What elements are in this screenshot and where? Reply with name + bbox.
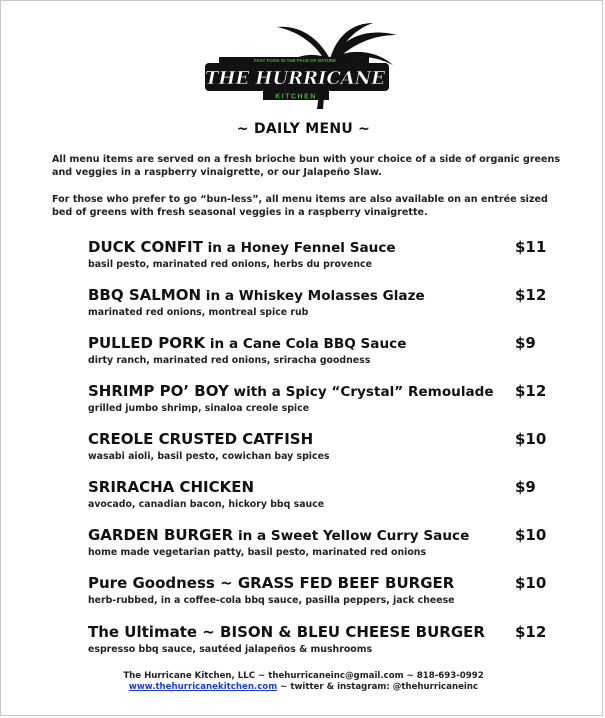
- item-description: dirty ranch, marinated red onions, sriracha goodness: [88, 355, 371, 366]
- item-name: SHRIMP PO’ BOY: [88, 382, 229, 400]
- item-name: DUCK CONFIT: [88, 238, 203, 256]
- footer: [1, 671, 605, 693]
- menu-item: [88, 478, 558, 511]
- hurricane-kitchen-logo: [197, 21, 407, 113]
- item-sauce: in a Whiskey Molasses Glaze: [201, 288, 425, 304]
- item-name: CREOLE CRUSTED CATFISH: [88, 430, 314, 448]
- item-price: $9: [515, 334, 536, 352]
- item-price: $9: [515, 478, 536, 496]
- menu-item: [88, 574, 558, 607]
- item-price: $11: [515, 238, 547, 256]
- footer-web-line: [1, 682, 605, 693]
- menu-item: [88, 623, 558, 656]
- item-price: $10: [515, 526, 547, 544]
- logo-tagline: FAST FOOD IN THE FACE OF NATURE: [253, 58, 337, 63]
- item-name-line: [88, 623, 558, 642]
- menu-item: [88, 526, 558, 559]
- item-sauce: in a Cane Cola BBQ Sauce: [205, 336, 407, 352]
- item-name-line: [88, 382, 558, 401]
- item-name: SRIRACHA CHICKEN: [88, 478, 255, 496]
- item-description: avocado, canadian bacon, hickory bbq sauce: [88, 499, 325, 510]
- menu-item: [88, 382, 558, 415]
- menu-title: ~ DAILY MENU ~: [236, 121, 371, 137]
- item-name-line: [88, 286, 558, 305]
- website-link[interactable]: www.thehurricanekitchen.com: [128, 682, 278, 692]
- item-name: BBQ SALMON: [88, 286, 202, 304]
- item-description: home made vegetarian patty, basil pesto, marinated red onions: [88, 547, 427, 558]
- menu-item: [88, 334, 558, 367]
- item-description: wasabi aioli, basil pesto, cowichan bay spices: [88, 451, 330, 462]
- item-sauce: in a Sweet Yellow Curry Sauce: [233, 528, 470, 544]
- item-sauce: in a Honey Fennel Sauce: [202, 240, 396, 256]
- logo-sub-text: KITCHEN: [275, 93, 317, 101]
- item-name: PULLED PORK: [88, 334, 206, 352]
- menu-item: [88, 286, 558, 319]
- item-description: grilled jumbo shrimp, sinaloa creole spice: [88, 403, 310, 414]
- intro-paragraph-1: All menu items are served on a fresh brioche bun with your choice of a side of organic greens and veggies in a raspberry vinaigrette, or our Jalapeño Slaw.: [52, 154, 561, 178]
- item-name-line: [88, 238, 558, 257]
- item-price: $12: [515, 382, 547, 400]
- item-price: $12: [515, 623, 547, 641]
- item-price: $10: [515, 574, 547, 592]
- item-name-line: [88, 334, 558, 353]
- item-description: espresso bbq sauce, sautéed jalapeños & mushrooms: [88, 644, 373, 655]
- item-description: marinated red onions, montreal spice rub: [88, 307, 309, 318]
- item-price: $12: [515, 286, 547, 304]
- footer-social: ~ twitter & instagram: @thehurricaneinc: [277, 682, 479, 692]
- item-name: GARDEN BURGER: [88, 526, 234, 544]
- item-price: $10: [515, 430, 547, 448]
- intro-paragraph-2: For those who prefer to go “bun-less”, all menu items are also available on an entrée sized bed of greens with fresh seasonal veggies in a raspberry vinaigrette.: [52, 194, 548, 218]
- item-name-line: [88, 526, 558, 545]
- item-name-line: [88, 478, 558, 497]
- footer-contact-line: The Hurricane Kitchen, LLC ~ thehurricaneinc@gmail.com ~ 818-693-0992: [123, 671, 484, 681]
- item-sauce: with a Spicy “Crystal” Remoulade: [228, 384, 494, 400]
- item-name: The Ultimate ~ BISON & BLEU CHEESE BURGER: [88, 623, 485, 641]
- logo-brand-text: THE HURRICANE: [205, 68, 385, 89]
- item-description: basil pesto, marinated red onions, herbs du provence: [88, 259, 372, 270]
- item-name: Pure Goodness ~ GRASS FED BEEF BURGER: [88, 574, 455, 592]
- menu-item: [88, 238, 558, 271]
- item-description: herb-rubbed, in a coffee-cola bbq sauce, pasilla peppers, jack cheese: [88, 595, 455, 606]
- item-name-line: [88, 430, 558, 449]
- menu-item: [88, 430, 558, 463]
- item-name-line: [88, 574, 558, 593]
